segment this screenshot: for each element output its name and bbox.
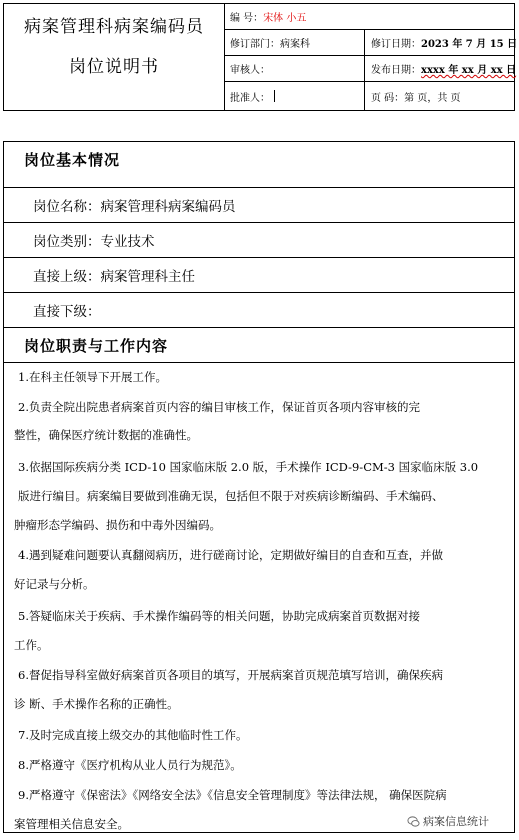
section-heading-basic: 岗位基本情况 bbox=[24, 151, 121, 169]
publish-date-value: xxxx 年 xx 月 xx 日 bbox=[421, 65, 517, 76]
watermark-text: 病案信息统计 bbox=[423, 815, 489, 828]
duty-line: 5.答疑临床关于疾病、手术操作编码等的相关问题，协助完成病案首页数据对接 bbox=[18, 609, 420, 623]
header-row-code bbox=[224, 4, 514, 30]
header-row-dept bbox=[224, 30, 518, 56]
direct-superior-row: 直接上级：病案管理科主任 bbox=[4, 257, 514, 292]
job-category-row: 岗位类别：专业技术 bbox=[4, 222, 514, 257]
duty-line: 肿瘤形态学编码、损伤和中毒外因编码。 bbox=[14, 518, 221, 532]
duty-line: 8.严格遵守《医疗机构从业人员行为规范》。 bbox=[18, 758, 242, 772]
job-name-row: 岗位名称：病案管理科病案编码员 bbox=[4, 187, 514, 222]
duty-line: 版进行编目。病案编目要做到准确无误，包括但不限于对疾病诊断编码、手术编码、 bbox=[18, 489, 444, 503]
approver-label: 批准人： bbox=[230, 92, 270, 104]
content-box bbox=[3, 141, 515, 833]
watermark bbox=[407, 813, 489, 829]
duty-line: 9.严格遵守《保密法》《网络安全法》《信息安全管理制度》等法律法规， 确保医院病 bbox=[18, 788, 447, 802]
dept-value: 病案科 bbox=[280, 39, 310, 50]
duty-line: 3.依据国际疾病分类 ICD-10 国家临床版 2.0 版，手术操作 ICD-9-CM-3 国家临床版 3.0 bbox=[18, 460, 479, 474]
header-row-approver bbox=[224, 82, 514, 110]
duty-line: 诊 断、手术操作名称的正确性。 bbox=[14, 697, 179, 711]
code-value: 宋体 小五 bbox=[263, 13, 307, 24]
code-label: 编 号： bbox=[230, 13, 264, 24]
dept-label: 修订部门： bbox=[230, 39, 280, 50]
publish-date-label: 发布日期： bbox=[371, 65, 421, 76]
text-cursor bbox=[274, 90, 275, 102]
duty-line: 4.遇到疑难问题要认真翻阅病历，进行磋商讨论，定期做好编目的自查和互查，并做 bbox=[18, 548, 443, 562]
duty-line: 2.负责全院出院患者病案首页内容的编目审核工作，保证首页各项内容审核的完 bbox=[18, 400, 420, 414]
duty-line: 1.在科主任领导下开展工作。 bbox=[18, 370, 167, 384]
wechat-icon bbox=[407, 815, 420, 828]
duty-line: 7.及时完成直接上级交办的其他临时性工作。 bbox=[18, 728, 248, 742]
duty-line: 好记录与分析。 bbox=[14, 577, 95, 591]
page-number-label: 页 码：第 页，共 页 bbox=[371, 92, 461, 104]
direct-subordinate-row: 直接下级： bbox=[4, 292, 514, 327]
duty-line: 工作。 bbox=[14, 638, 49, 652]
revise-date-value: 2023 年 7 月 15 日 bbox=[421, 39, 518, 50]
reviewer-label: 审核人： bbox=[230, 65, 270, 76]
section-heading-duties: 岗位职责与工作内容 bbox=[4, 327, 514, 362]
header-table bbox=[3, 3, 518, 111]
duty-line: 6.督促指导科室做好病案首页各项目的填写，开展病案首页规范填写培训，确保疾病 bbox=[18, 668, 443, 682]
title-cell bbox=[4, 4, 225, 110]
document-title-line1: 病案管理科病案编码员 bbox=[24, 17, 204, 37]
document-title-line2: 岗位说明书 bbox=[69, 57, 159, 77]
header-row-reviewer bbox=[224, 56, 517, 82]
document-page bbox=[3, 3, 518, 836]
duty-line: 案管理相关信息安全。 bbox=[14, 817, 129, 831]
revise-date-label: 修订日期： bbox=[371, 39, 421, 50]
duty-line: 整性，确保医疗统计数据的准确性。 bbox=[14, 428, 198, 442]
